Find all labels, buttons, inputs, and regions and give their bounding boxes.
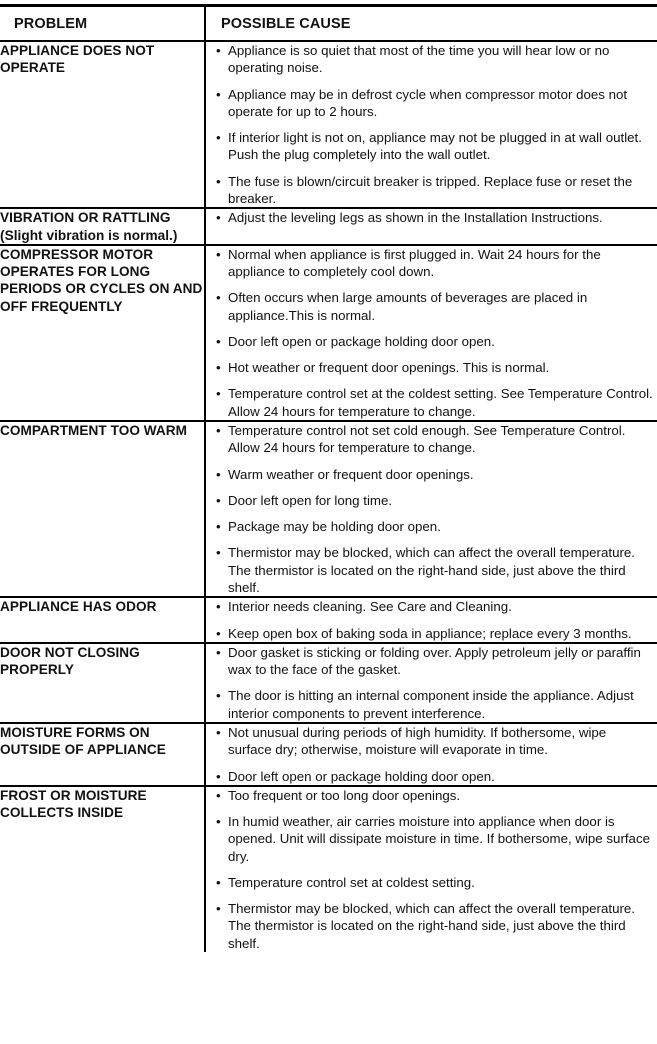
cause-text: Too frequent or too long door openings. [228,787,461,803]
cause-list-item [206,874,657,891]
cause-list-item [206,385,657,420]
cause-list-item [206,518,657,535]
cause-list-item [206,724,657,759]
problem-label: DOOR NOT CLOSING PROPERLY [0,643,205,723]
cause-text: Normal when appliance is first plugged in. Wait 24 hours for the appliance to completely cool down. [228,246,601,280]
cause-text: Appliance is so quiet that most of the time you will hear low or no operating noise. [228,43,610,76]
bullet-icon: • [216,290,221,306]
table-row [0,421,657,597]
cause-list [206,644,657,722]
bullet-icon: • [216,768,221,784]
bullet-icon: • [216,246,221,262]
cause-list-item [206,492,657,509]
cause-list-item [206,209,657,226]
cause-text: Appliance may be in defrost cycle when compressor motor does not operate for up to 2 hours. [228,86,628,119]
table-row [0,643,657,723]
table-row [0,723,657,786]
cause-text: Often occurs when large amounts of beverages are placed in appliance.This is normal. [228,290,588,323]
cause-list-item [206,359,657,376]
table-row [0,245,657,421]
cause-list-item [206,598,657,615]
bullet-icon: • [216,130,221,146]
table-row [0,208,657,245]
bullet-icon: • [216,874,221,890]
bullet-icon: • [216,492,221,508]
table-body [0,41,657,952]
cause-list [206,598,657,642]
bullet-icon: • [216,814,221,830]
table-header-row [0,6,657,42]
table-row [0,41,657,208]
cause-text: If interior light is not on, appliance may not be plugged in at wall outlet. Push the plug completely into the wall outlet. [228,130,642,163]
problem-label: FROST OR MOISTURE COLLECTS INSIDE [0,787,147,821]
cause-text: Thermistor may be blocked, which can affect the overall temperature. The thermistor is located on the right-hand side, just above the third shelf. [228,545,635,595]
cause-text: Interior needs cleaning. See Care and Cleaning. [228,599,512,615]
cause-text: The door is hitting an internal component inside the appliance. Adjust interior components to prevent interference. [228,688,634,721]
bullet-icon: • [216,333,221,349]
cause-text: Not unusual during periods of high humidity. If bothersome, wipe surface dry; otherwise, moisture will evaporate in time. [228,724,607,758]
bullet-icon: • [216,43,221,58]
cause-text: Door left open for long time. [228,492,393,508]
cause-text: Thermistor may be blocked, which can affect the overall temperature. The thermistor is located on the right-hand side, just above the third shelf. [228,901,635,951]
cause-list [206,42,657,207]
cause-text: Temperature control set at coldest setting. [228,874,475,890]
cause-list-item [206,900,657,952]
cause-text: Door left open or package holding door open. [228,333,495,349]
problem-label: COMPRESSOR MOTOR OPERATES FOR LONG PERIODS OR CYCLES ON AND OFF FREQUENTLY [0,245,205,421]
cause-list-item [206,544,657,596]
problem-label: COMPARTMENT TOO WARM [0,421,205,597]
possible-cause-cell [205,597,657,643]
bullet-icon: • [216,86,221,102]
cause-list-item [206,333,657,350]
cause-list [206,209,657,226]
cause-list-item [206,246,657,281]
problem-label: APPLIANCE HAS ODOR [0,597,205,643]
bullet-icon: • [216,787,221,803]
bullet-icon: • [216,625,221,641]
cause-list [206,724,657,785]
possible-cause-cell [205,41,657,208]
table-row [0,597,657,643]
bullet-icon: • [216,519,221,535]
cause-list-item [206,813,657,865]
table-row [0,786,657,952]
cause-text: Temperature control set at the coldest setting. See Temperature Control. Allow 24 hours for temperature to change. [228,386,653,419]
cause-list-item [206,768,657,785]
cause-list-item [206,466,657,483]
cause-text: In humid weather, air carries moisture into appliance when door is opened. Unit will dissipate moisture in time. If bothersome, wipe surface dry. [228,814,651,864]
cause-list-item [206,173,657,208]
bullet-icon: • [216,724,221,740]
bullet-icon: • [216,360,221,376]
cause-list [206,422,657,596]
cause-text: Door left open or package holding door open. [228,768,495,784]
bullet-icon: • [216,423,221,438]
cause-text: Warm weather or frequent door openings. [228,466,474,482]
cause-list-item [206,289,657,324]
cause-list [206,246,657,420]
cause-list-item [206,86,657,121]
problem-label: MOISTURE FORMS ON OUTSIDE OF APPLIANCE [0,723,205,786]
possible-cause-cell [205,723,657,786]
bullet-icon: • [216,545,221,561]
cause-text: Adjust the leveling legs as shown in the Installation Instructions. [228,210,603,226]
bullet-icon: • [216,386,221,402]
bullet-icon: • [216,210,221,226]
cause-list-item [206,422,657,457]
cause-list-item [206,644,657,679]
cause-text: Hot weather or frequent door openings. This is normal. [228,360,550,376]
cause-list-item [206,687,657,722]
cause-text: Temperature control not set cold enough. See Temperature Control. Allow 24 hours for temperature to change. [228,423,626,456]
cause-list-item [206,129,657,164]
cause-text: The fuse is blown/circuit breaker is tripped. Replace fuse or reset the breaker. [228,173,633,206]
bullet-icon: • [216,644,221,660]
cause-text: Package may be holding door open. [228,519,441,535]
possible-cause-cell [205,208,657,245]
cause-list-item [206,787,657,804]
bullet-icon: • [216,173,221,189]
bullet-icon: • [216,466,221,482]
bullet-icon: • [216,901,221,917]
column-header-problem: PROBLEM [0,6,205,42]
bullet-icon: • [216,688,221,704]
cause-list-item [206,42,657,77]
cause-text: Door gasket is sticking or folding over. Apply petroleum jelly or paraffin wax to the face of the gasket. [228,644,641,678]
bullet-icon: • [216,599,221,615]
troubleshooting-table [0,4,657,952]
possible-cause-cell [205,786,657,952]
possible-cause-cell [205,245,657,421]
cause-list [206,787,657,952]
possible-cause-cell [205,421,657,597]
cause-list-item [206,625,657,642]
cause-text: Keep open box of baking soda in appliance; replace every 3 months. [228,625,632,641]
problem-label: APPLIANCE DOES NOT OPERATE [0,41,205,208]
column-header-possible-cause: POSSIBLE CAUSE [205,6,657,42]
problem-label: VIBRATION OR RATTLING (Slight vibration is normal.) [0,208,205,245]
possible-cause-cell [205,643,657,723]
